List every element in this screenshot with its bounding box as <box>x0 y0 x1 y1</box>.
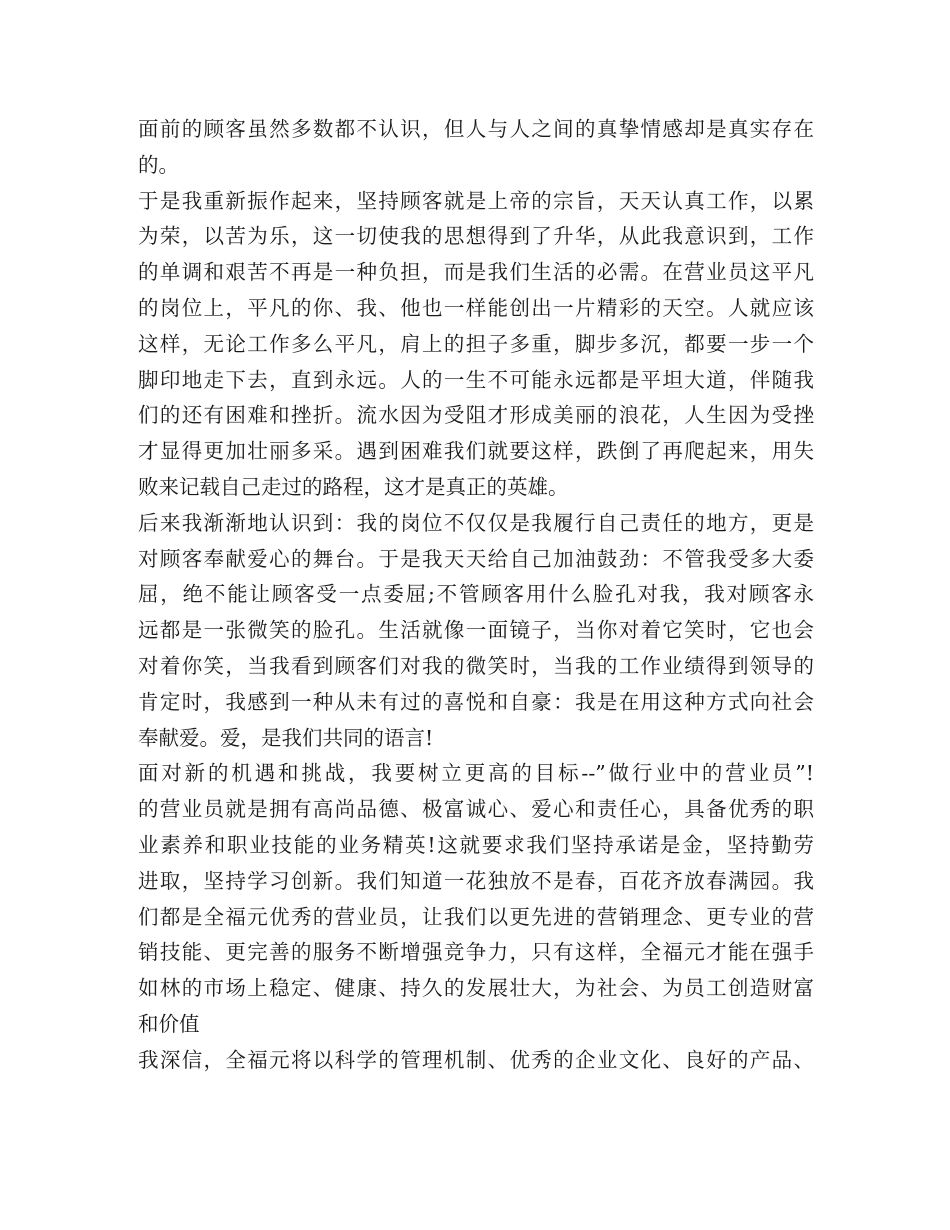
text-line: 才显得更加壮丽多采。遇到困难我们就要这样，跌倒了再爬起来，用失 <box>138 439 814 464</box>
text-line: 面对新的机遇和挑战，我要树立更高的目标--”做行业中的营业员”! <box>138 761 814 786</box>
text-line: 奉献爱。爱，是我们共同的语言! <box>138 725 434 750</box>
text-line: 面前的顾客虽然多数都不认识，但人与人之间的真挚情感却是真实存在 <box>138 117 814 141</box>
text-line: 后来我渐渐地认识到：我的岗位不仅仅是我履行自己责任的地方，更是 <box>138 510 814 535</box>
document-body <box>138 112 814 1079</box>
text-line: 屈，绝不能让顾客受一点委屈;不管顾客用什么脸孔对我，我对顾客永 <box>138 582 814 607</box>
text-line: 的营业员就是拥有高尚品德、极富诚心、爱心和责任心，具备优秀的职 <box>138 797 814 822</box>
text-line: 们的还有困难和挫折。流水因为受阻才形成美丽的浪花，人生因为受挫 <box>138 403 814 428</box>
text-line: 和价值 <box>138 1011 200 1036</box>
text-line: 这样，无论工作多么平凡，肩上的担子多重，脚步多沉，都要一步一个 <box>138 331 814 356</box>
text-line: 于是我重新振作起来，坚持顾客就是上帝的宗旨，天天认真工作，以累 <box>138 188 814 213</box>
text-line: 败来记载自己走过的路程，这才是真正的英雄。 <box>138 474 569 499</box>
text-line: 销技能、更完善的服务不断增强竞争力，只有这样，全福元才能在强手 <box>138 940 814 965</box>
text-line: 对着你笑，当我看到顾客们对我的微笑时，当我的工作业绩得到领导的 <box>138 653 814 678</box>
text-line: 远都是一张微笑的脸孔。生活就像一面镜子，当你对着它笑时，它也会 <box>138 618 814 643</box>
text-line: 脚印地走下去，直到永远。人的一生不可能永远都是平坦大道，伴随我 <box>138 367 814 392</box>
text-line: 如林的市场上稳定、健康、持久的发展壮大，为社会、为员工创造财富 <box>138 976 814 1001</box>
text-line: 的岗位上，平凡的你、我、他也一样能创出一片精彩的天空。人就应该 <box>138 295 814 320</box>
text-line: 为荣，以苦为乐，这一切使我的思想得到了升华，从此我意识到，工作 <box>138 224 814 249</box>
text-line: 对顾客奉献爱心的舞台。于是我天天给自己加油鼓劲：不管我受多大委 <box>138 546 814 571</box>
text-line: 肯定时，我感到一种从未有过的喜悦和自豪：我是在用这种方式向社会 <box>138 689 814 714</box>
text-line: 我深信，全福元将以科学的管理机制、优秀的企业文化、良好的产品、 <box>138 1047 814 1072</box>
text-line: 进取，坚持学习创新。我们知道一花独放不是春，百花齐放春满园。我 <box>138 868 814 893</box>
text-line: 的单调和艰苦不再是一种负担，而是我们生活的必需。在营业员这平凡 <box>138 260 814 285</box>
text-line: 们都是全福元优秀的营业员，让我们以更先进的营销理念、更专业的营 <box>138 904 814 929</box>
text-line: 的。 <box>138 152 179 177</box>
text-line: 业素养和职业技能的业务精英!这就要求我们坚持承诺是金，坚持勤劳 <box>138 832 814 857</box>
